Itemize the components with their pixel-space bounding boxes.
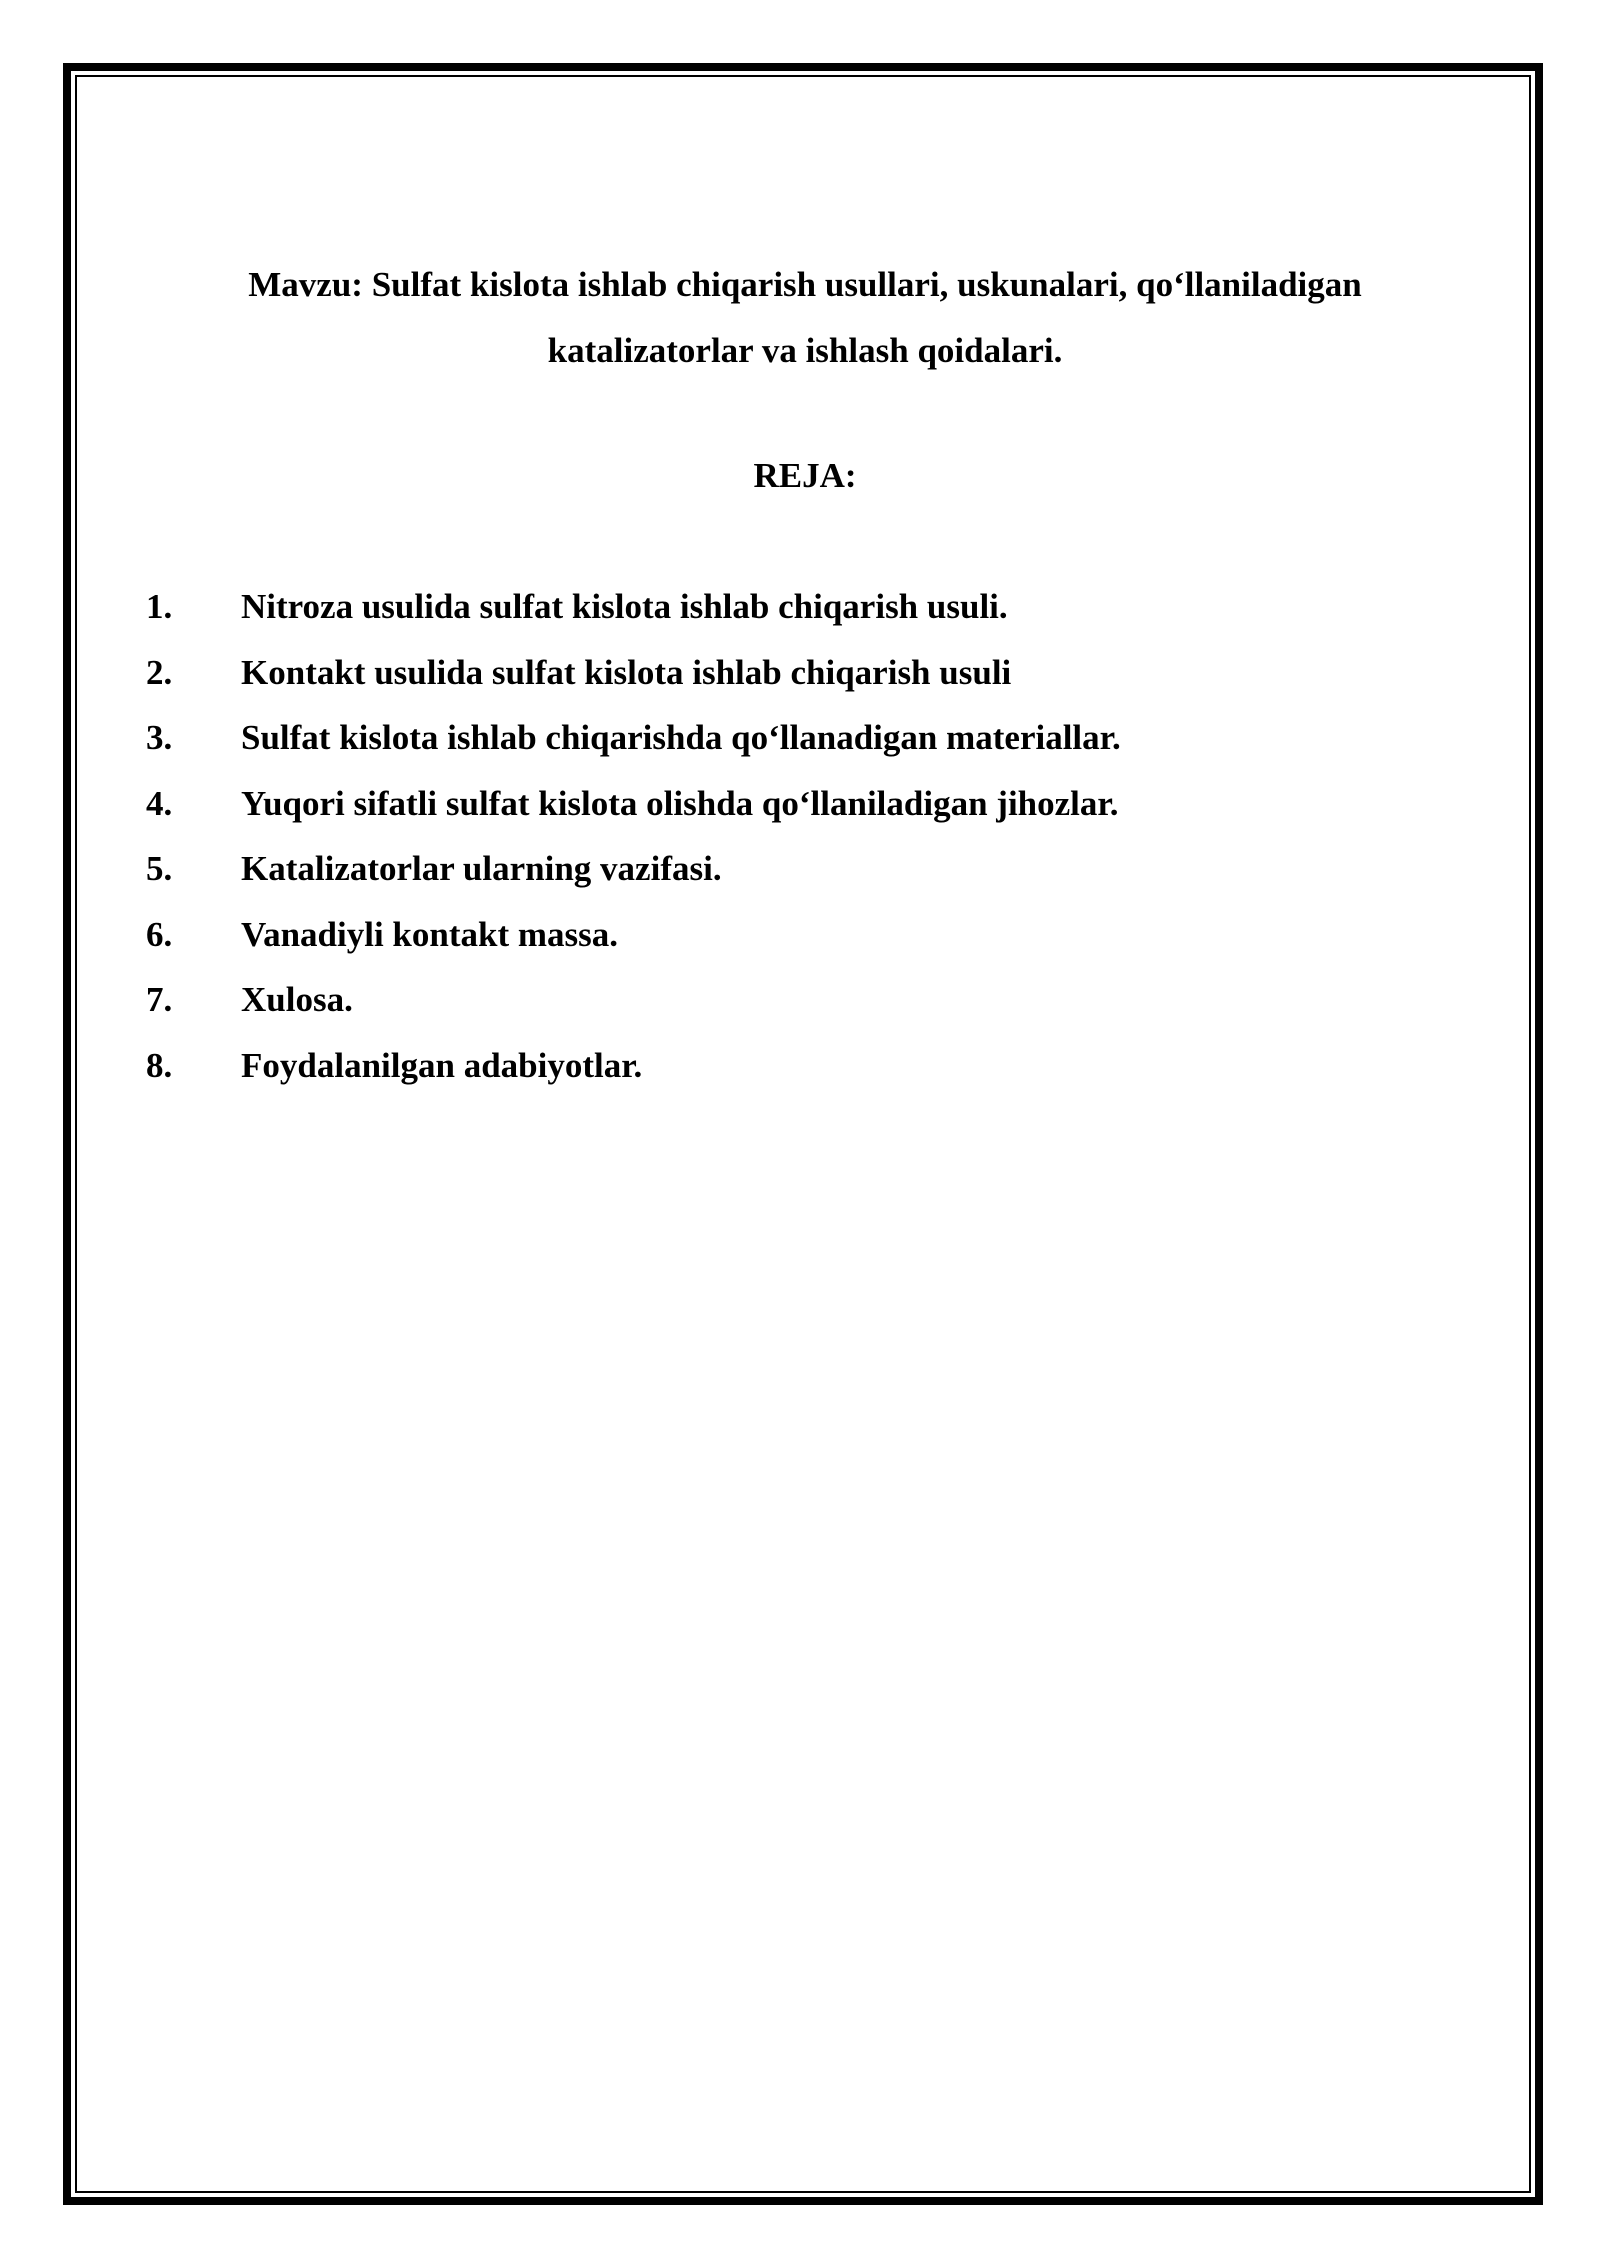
plan-item-text: Foydalanilgan adabiyotlar. bbox=[241, 1045, 643, 1085]
plan-item-number: 3. bbox=[146, 718, 173, 757]
plan-item-number: 7. bbox=[146, 980, 173, 1019]
plan-heading: REJA: bbox=[753, 456, 857, 495]
plan-item-text: Katalizatorlar ularning vazifasi. bbox=[241, 849, 722, 888]
plan-list bbox=[146, 583, 1466, 1107]
document-title: Mavzu: Sulfat kislota ishlab chiqarish usullari, uskunalari, qo‘llaniladigan katalizatorlar va ishlash qoidalari. bbox=[248, 265, 1362, 370]
plan-item bbox=[146, 1042, 1466, 1108]
plan-item bbox=[146, 583, 1466, 649]
plan-item bbox=[146, 714, 1466, 780]
plan-item-text: Nitroza usulida sulfat kislota ishlab chiqarish usuli. bbox=[241, 587, 1008, 626]
plan-item bbox=[146, 649, 1466, 715]
plan-item-text: Vanadiyli kontakt massa. bbox=[241, 914, 619, 954]
plan-item bbox=[146, 976, 1466, 1042]
page-border-inner bbox=[75, 75, 1531, 2193]
plan-item bbox=[146, 780, 1466, 846]
plan-item-text: Kontakt usulida sulfat kislota ishlab chiqarish usuli bbox=[241, 652, 1012, 692]
plan-item-text: Sulfat kislota ishlab chiqarishda qo‘llanadigan materiallar. bbox=[241, 718, 1121, 757]
plan-item-number: 6. bbox=[146, 914, 173, 954]
plan-item bbox=[146, 845, 1466, 911]
plan-item-number: 5. bbox=[146, 849, 173, 888]
plan-item-number: 1. bbox=[146, 587, 173, 626]
plan-item-text: Yuqori sifatli sulfat kislota olishda qo‘llaniladigan jihozlar. bbox=[241, 783, 1119, 823]
plan-item-number: 8. bbox=[146, 1045, 173, 1085]
plan-item-text: Xulosa. bbox=[241, 980, 353, 1019]
plan-item-number: 2. bbox=[146, 652, 173, 692]
plan-item-number: 4. bbox=[146, 783, 173, 823]
plan-item bbox=[146, 911, 1466, 977]
